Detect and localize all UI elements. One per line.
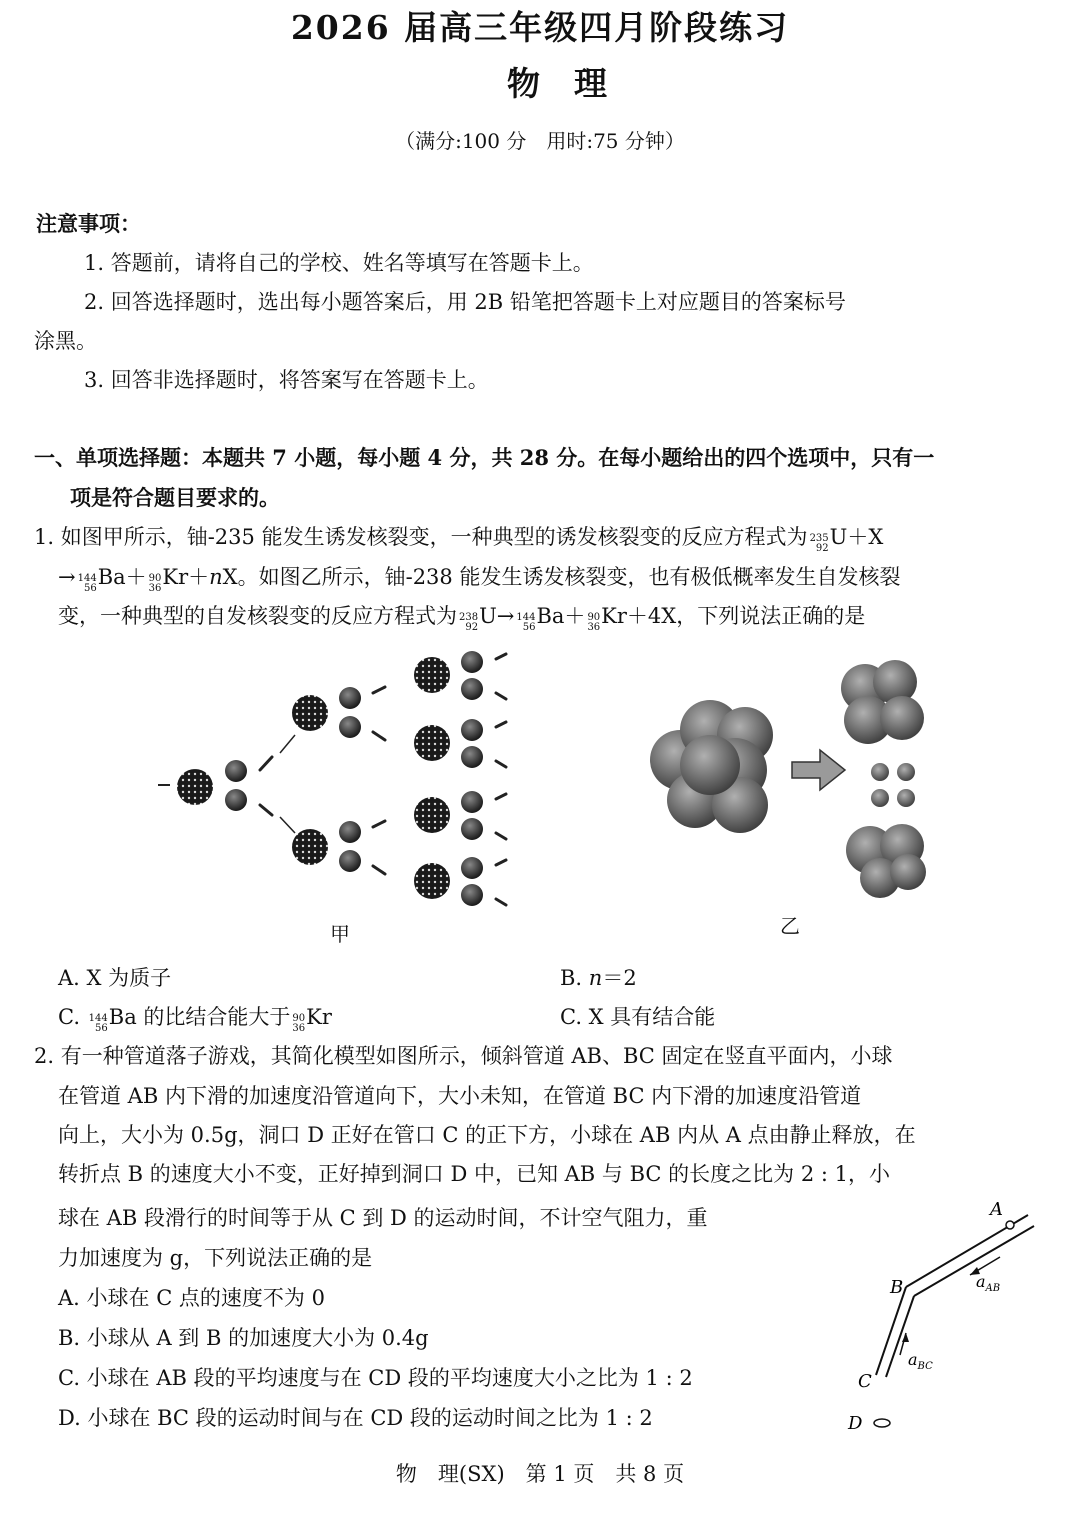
q2-option-a[interactable]: A. 小球在 C 点的速度不为 0: [58, 1286, 325, 1310]
note-item-2: 2. 回答选择题时，选出每小题答案后，用 2B 铅笔把答题卡上对应题目的答案标号: [84, 290, 846, 314]
subject-title: 物理: [507, 64, 641, 103]
q1-option-c-second[interactable]: C. X 具有结合能: [560, 1005, 716, 1029]
label-a-bc: $a_{BC}$: [908, 1350, 933, 1372]
fission-chain-figure: [150, 645, 530, 910]
nuclide-u238: 238 92: [459, 612, 479, 633]
large-nucleus-icon: [650, 700, 773, 833]
q2-option-b[interactable]: B. 小球从 A 到 B 的加速度大小为 0.4g: [58, 1326, 429, 1350]
q2-option-d[interactable]: D. 小球在 BC 段的运动时间与在 CD 段的运动时间之比为 1 : 2: [58, 1406, 653, 1430]
note-item-1: 1. 答题前，请将自己的学校、姓名等填写在答题卡上。: [84, 251, 594, 275]
nuclide-u235: 235 92: [809, 533, 829, 554]
note-item-2-cont: 涂黑。: [34, 329, 97, 353]
nuclide-kr-2: 90 36: [587, 612, 601, 633]
label-d: D: [848, 1413, 863, 1434]
page-footer: 物 理(SX) 第 1 页 共 8 页: [395, 1462, 685, 1486]
q2-line-2: 在管道 AB 内下滑的加速度沿管道向下，大小未知，在管道 BC 内下滑的加速度沿管道: [58, 1084, 862, 1108]
ball-icon: [1006, 1221, 1014, 1229]
q1-line-1: 1. 如图甲所示，铀-235 能发生诱发核裂变，一种典型的诱发核裂变的反应方程式为 235 92 U＋X: [34, 517, 883, 557]
q2-line-3: 向上，大小为 0.5g，洞口 D 正好在管口 C 的正下方，小球在 AB 内从 A 点由静止释放，在: [58, 1123, 916, 1147]
q1-line-3: 变，一种典型的自发核裂变的反应方程式为 238 92 U→ 144 56 Ba＋ 90 36 Kr＋4X，下列说法正确的是: [58, 596, 865, 636]
label-a: A: [990, 1199, 1003, 1220]
q2-line-1: 2. 有一种管道落子游戏，其简化模型如图所示，倾斜管道 AB、BC 固定在竖直平面内，小球: [34, 1044, 893, 1068]
figure-label-jia: 甲: [330, 922, 350, 946]
arrow-right-icon: [792, 750, 845, 790]
q1-option-a[interactable]: A. X 为质子: [58, 966, 172, 990]
note-item-3: 3. 回答非选择题时，将答案写在答题卡上。: [84, 368, 489, 392]
q2-line-4: 转折点 B 的速度大小不变，正好掉到洞口 D 中，已知 AB 与 BC 的长度之比为 2 : 1，小: [58, 1162, 890, 1186]
label-a-ab: $a_{AB}$: [976, 1272, 1001, 1294]
nuclide-ba: 144 56: [77, 573, 97, 594]
q1-option-c[interactable]: C. 144 56 Ba 的比结合能大于 90 36 Kr: [58, 1005, 332, 1034]
label-c: C: [858, 1371, 872, 1392]
exam-title: 2026 届高三年级四月阶段练习: [290, 8, 790, 47]
label-b: B: [890, 1277, 904, 1298]
section-heading-cont: 项是符合题目要求的。: [70, 485, 280, 510]
score-info: （满分:100 分 用时:75 分钟）: [395, 129, 685, 153]
q2-line-6: 力加速度为 g，下列说法正确的是: [58, 1246, 373, 1270]
hole-icon: [874, 1419, 890, 1427]
pipe-diagram: [840, 1195, 1050, 1435]
uranium-nucleus-icon: [177, 769, 213, 805]
q1-option-b[interactable]: B. n＝2: [560, 966, 637, 990]
q2-line-5: 球在 AB 段滑行的时间等于从 C 到 D 的运动时间，不计空气阻力，重: [58, 1206, 708, 1230]
nuclide-ba-2: 144 56: [516, 612, 536, 633]
spontaneous-fission-figure: [640, 650, 950, 900]
notes-heading: 注意事项：: [36, 211, 141, 236]
q2-option-c[interactable]: C. 小球在 AB 段的平均速度与在 CD 段的平均速度大小之比为 1 : 2: [58, 1366, 693, 1390]
nuclide-kr: 90 36: [148, 573, 162, 594]
section-heading: 一、单项选择题：本题共 7 小题，每小题 4 分，共 28 分。在每小题给出的四个选项中，只有一: [34, 445, 935, 470]
figure-label-yi: 乙: [780, 914, 800, 938]
q1-line-2: → 144 56 Ba＋ 90 36 Kr＋nX。如图乙所示，铀-238 能发生诱发核裂变，也有极低概率发生自发核裂: [58, 557, 900, 597]
